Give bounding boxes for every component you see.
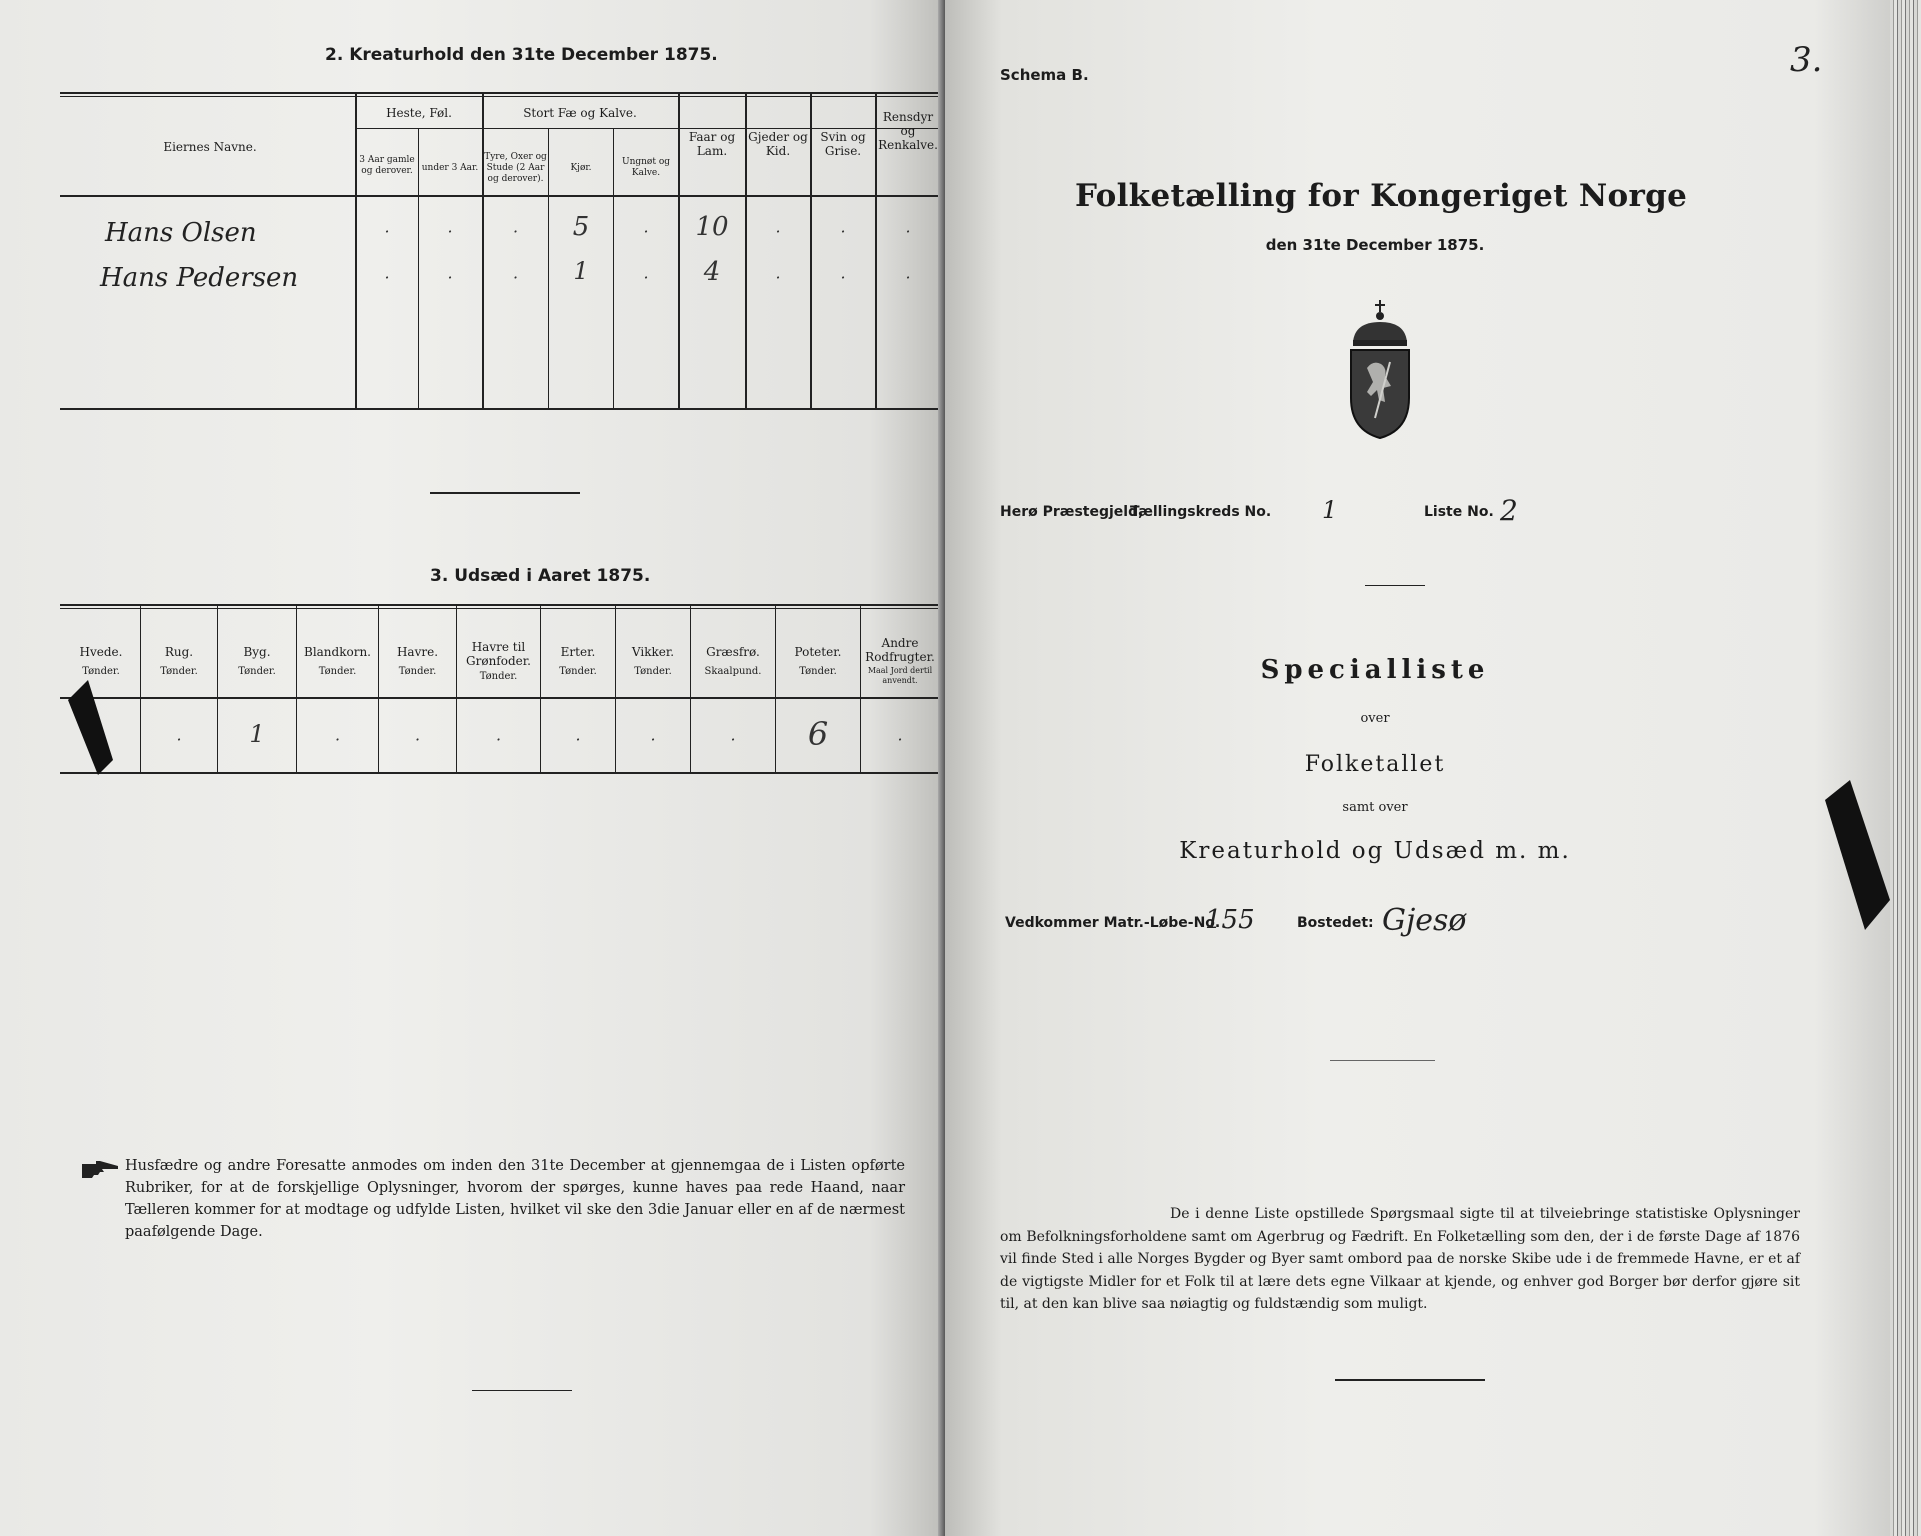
district-label: Tællingskreds No. bbox=[1130, 504, 1272, 520]
table2-col-line bbox=[418, 128, 419, 408]
table3-top-rule bbox=[60, 604, 940, 606]
divider bbox=[430, 492, 580, 494]
table3-top-rule-inner bbox=[60, 608, 940, 609]
crop-name: Hvede. bbox=[79, 645, 123, 659]
crop-unit: Tønder. bbox=[160, 666, 198, 677]
header-crop bbox=[457, 640, 540, 684]
crop-name: Græsfrø. bbox=[706, 645, 760, 659]
cell-value: · bbox=[840, 268, 846, 287]
list-value: 2 bbox=[1500, 494, 1518, 527]
cell-value: · bbox=[447, 222, 453, 241]
header-kjer: Kjør. bbox=[570, 163, 592, 173]
table2-col-line bbox=[355, 94, 357, 408]
cell-value: · bbox=[730, 730, 736, 749]
crop-name: Blandkorn. bbox=[304, 645, 371, 659]
binding-clip bbox=[1815, 780, 1890, 930]
header-crop bbox=[297, 645, 378, 679]
folketallet-text: Folketallet bbox=[1304, 752, 1446, 777]
main-title: Folketælling for Kongeriget Norge bbox=[1075, 178, 1688, 214]
cell-value: · bbox=[495, 730, 502, 749]
purpose-text: De i denne Liste opstillede Spørgsmaal sigte til at tilveiebringe statistiske Oplysninger om Befolkningsforholdene samt om Agerbrug og Fædrift. En Folketælling som den, der i de første Dage af 1876 vil finde Sted i alle Norges Bygder og Byer samt ombord paa de norske Skibe ude i de fremmede Havne, er et af de vigtigste Midler for et Folk til at lære dets egne Vilkaar at kjende, og enhver god Borger bør derfor gjøre sit til, at den kan blive saa nøiagtig og fuldstændig som muligt. bbox=[1000, 1206, 1800, 1312]
table2-col-line bbox=[548, 128, 549, 408]
cell-value: · bbox=[897, 730, 903, 749]
parish-label: Herø Præstegjeld, bbox=[1000, 504, 1144, 520]
date-line: den 31te December 1875. bbox=[1265, 236, 1485, 254]
page-number: 3. bbox=[1790, 40, 1823, 80]
divider bbox=[1365, 585, 1425, 586]
cell-value: 4 bbox=[703, 257, 721, 287]
right-page bbox=[945, 0, 1890, 1536]
bosted-label: Bostedet: bbox=[1297, 915, 1374, 931]
table2-top-rule-inner bbox=[60, 96, 940, 97]
parish-line bbox=[1000, 494, 1800, 530]
cell-value: · bbox=[643, 222, 649, 241]
table2-bottom-rule bbox=[60, 408, 940, 410]
section2-title: 2. Kreaturhold den 31te December 1875. bbox=[325, 45, 718, 65]
table2-top-rule bbox=[60, 92, 940, 94]
header-crop bbox=[616, 645, 690, 679]
header-crop bbox=[541, 645, 615, 679]
header-crop bbox=[141, 645, 217, 679]
crop-unit: Skaalpund. bbox=[704, 666, 762, 677]
matr-value: 155 bbox=[1205, 905, 1255, 935]
header-crop bbox=[379, 645, 456, 679]
crop-unit: Tønder. bbox=[318, 666, 357, 677]
cell-value: · bbox=[643, 268, 649, 287]
header-stort-fae: Stort Fæ og Kalve. bbox=[523, 106, 637, 120]
cell-value: · bbox=[775, 268, 781, 287]
header-heste: Heste, Føl. bbox=[386, 106, 452, 120]
table3-header-rule bbox=[60, 697, 940, 699]
table2-col-line bbox=[613, 128, 614, 408]
cell-value: · bbox=[384, 222, 390, 241]
crop-unit: Tønder. bbox=[559, 666, 597, 677]
table2-header-rule bbox=[60, 195, 940, 197]
coat-of-arms-icon bbox=[1345, 300, 1415, 444]
header-rensdyr: Rensdyr og Renkalve. bbox=[878, 110, 938, 152]
matr-label: Vedkommer Matr.-Løbe-No. bbox=[1005, 915, 1221, 931]
cell-value: · bbox=[512, 222, 519, 241]
crop-unit: Tønder. bbox=[479, 671, 518, 682]
cell-value: · bbox=[650, 730, 656, 749]
header-crop bbox=[776, 645, 860, 679]
cell-value: · bbox=[905, 268, 911, 287]
cell-value: 1 bbox=[249, 720, 265, 748]
special-title: Specialliste bbox=[1260, 655, 1490, 685]
binding-clip bbox=[68, 680, 113, 775]
crop-unit: Maal Jord dertil anvendt. bbox=[867, 666, 933, 685]
divider bbox=[472, 1390, 572, 1391]
header-tyre: Tyre, Oxer og Stude (2 Aar og derover). bbox=[484, 152, 547, 184]
samt-over-text: samt over bbox=[1342, 800, 1408, 815]
divider bbox=[1330, 1060, 1435, 1061]
header-crop bbox=[62, 645, 140, 679]
header-heste-young: under 3 Aar. bbox=[421, 163, 479, 173]
left-page bbox=[0, 0, 945, 1536]
header-faar: Faar og Lam. bbox=[688, 130, 736, 158]
header-heste-old: 3 Aar gamle og derover. bbox=[359, 155, 415, 176]
cell-value: · bbox=[176, 730, 182, 749]
crop-name: Andre Rodfrugter. bbox=[865, 636, 935, 664]
cell-value: · bbox=[575, 730, 581, 749]
table3-bottom-rule bbox=[60, 772, 940, 774]
matr-line bbox=[1005, 905, 1805, 945]
over-text: over bbox=[1360, 711, 1390, 726]
owner-name: Hans Pedersen bbox=[100, 263, 299, 293]
cell-value: · bbox=[775, 222, 781, 241]
header-ungnot: Ungnøt og Kalve. bbox=[621, 157, 670, 178]
header-crop bbox=[691, 645, 775, 679]
crop-name: Erter. bbox=[560, 645, 596, 659]
header-owner-names: Eiernes Navne. bbox=[163, 140, 257, 154]
crop-name: Byg. bbox=[243, 645, 271, 659]
crop-name: Havre til Grønfoder. bbox=[466, 640, 531, 668]
header-crop bbox=[218, 645, 296, 679]
cell-value: 10 bbox=[695, 212, 729, 242]
cell-value: 6 bbox=[807, 715, 829, 753]
crop-unit: Tønder. bbox=[634, 666, 672, 677]
pointing-hand-icon bbox=[80, 1158, 120, 1184]
page-edges bbox=[1890, 0, 1921, 1536]
cell-value: 5 bbox=[572, 212, 590, 242]
header-crop bbox=[861, 636, 939, 686]
cell-value: · bbox=[512, 268, 519, 287]
list-label: Liste No. bbox=[1424, 504, 1494, 520]
cell-value: · bbox=[414, 730, 421, 749]
cell-value: · bbox=[905, 222, 911, 241]
owner-name: Hans Olsen bbox=[105, 218, 257, 248]
notice-text: Husfædre og andre Foresatte anmodes om inden den 31te December at gjennemgaa de i Listen opførte Rubriker, for at de forskjellige Oplysninger, hvorom der spørges, kunne haves paa rede Haand, naar Tælleren kommer for at modtage og udfylde Listen, hvilket vil ske den 3die Januar eller en af de nærmest paafølgende Dage. bbox=[125, 1158, 905, 1240]
crop-unit: Tønder. bbox=[799, 666, 837, 677]
crop-unit: Tønder. bbox=[238, 666, 276, 677]
cell-value: · bbox=[840, 222, 846, 241]
section3-title: 3. Udsæd i Aaret 1875. bbox=[430, 566, 651, 586]
bosted-value: Gjesø bbox=[1382, 903, 1467, 938]
kreaturhold-text: Kreaturhold og Udsæd m. m. bbox=[1179, 838, 1571, 864]
crop-name: Rug. bbox=[164, 645, 194, 659]
cell-value: · bbox=[384, 268, 390, 287]
header-gjeder: Gjeder og Kid. bbox=[748, 130, 808, 158]
cell-value: · bbox=[334, 730, 341, 749]
district-value: 1 bbox=[1322, 496, 1338, 524]
divider bbox=[1335, 1379, 1485, 1381]
schema-label: Schema B. bbox=[1000, 66, 1089, 84]
header-svin: Svin og Grise. bbox=[820, 130, 866, 158]
table2-group-rule bbox=[355, 128, 940, 129]
crop-name: Poteter. bbox=[794, 645, 842, 659]
table2-col-line bbox=[482, 94, 484, 408]
crop-name: Vikker. bbox=[631, 645, 675, 659]
cell-value: · bbox=[447, 268, 453, 287]
crop-unit: Tønder. bbox=[82, 666, 120, 677]
cell-value: 1 bbox=[573, 257, 589, 285]
crop-unit: Tønder. bbox=[398, 666, 437, 677]
crop-name: Havre. bbox=[396, 645, 439, 659]
